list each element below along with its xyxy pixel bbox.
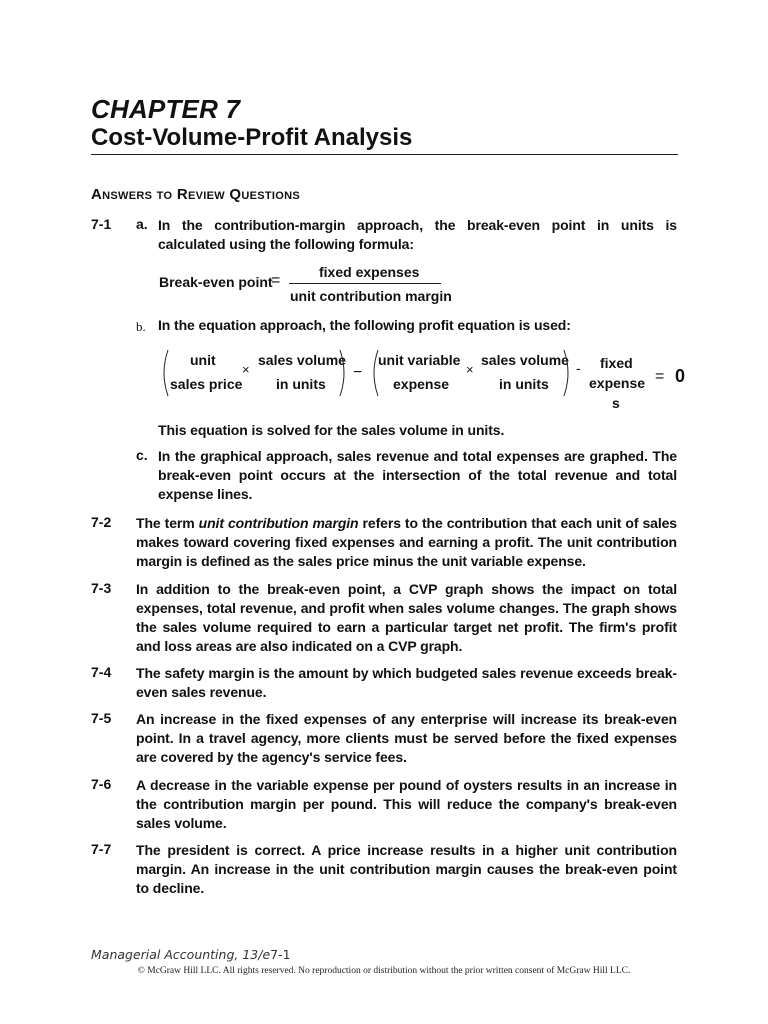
answer-7-5: An increase in the fixed expenses of any enterprise will increase its break-even point. In a travel agency, more clients must be served before the fixed expenses are covered by the agency's service fees. [136, 711, 677, 765]
equation-note: This equation is solved for the sales volume in units. [158, 422, 505, 438]
copyright-notice: © McGraw Hill LLC. All rights reserved. No reproduction or distribution without the prior written consent of McGraw Hill LLC. [137, 966, 631, 976]
answer-7-1-c: In the graphical approach, sales revenue and total expenses are graphed. The break-even point occurs at the intersection of the total revenue and total expense lines. [158, 448, 677, 502]
fraction-bar [289, 283, 441, 284]
eq-times-1: × [242, 362, 250, 377]
formula-denominator: unit contribution margin [290, 288, 452, 304]
chapter-label: CHAPTER 7 [91, 94, 241, 124]
eq-term4-top: sales volume [481, 352, 569, 368]
answer-7-1-a: In the contribution-margin approach, the break-even point in units is calculated using the following formula: [158, 217, 677, 252]
formula-lhs: Break-even point [159, 274, 273, 290]
footer-book-title [91, 947, 291, 962]
title-divider [91, 154, 678, 155]
eq-equals: = [655, 368, 665, 385]
answer-7-6: A decrease in the variable expense per pound of oysters results in an increase in the contribution margin per pound. This will reduce the company's break-even sales volume. [136, 777, 677, 831]
eq-dot-minus: - [576, 360, 581, 376]
eq-term1-bottom: sales price [170, 376, 243, 392]
item-letter-b: b. [136, 319, 146, 334]
footer-book: Managerial Accounting, 13/e [91, 947, 271, 962]
eq-fixed-line3: s [612, 395, 620, 411]
eq-term3-bottom: expense [393, 376, 450, 392]
eq-term2-bottom: in units [276, 376, 326, 392]
eq-times-2: × [466, 362, 474, 377]
question-number-7-3: 7-3 [91, 580, 112, 596]
eq-term3-top: unit variable [378, 352, 461, 368]
answer-7-4: The safety margin is the amount by which budgeted sales revenue exceeds break-even sales revenue. [136, 665, 677, 700]
question-number-7-5: 7-5 [91, 710, 112, 726]
question-number-7-7: 7-7 [91, 841, 112, 857]
question-number-7-1: 7-1 [91, 216, 112, 232]
answer-7-2-after: refers to the contribution that each unit of sales makes toward covering fixed expenses and earning a profit. The unit contribution margin is defined as the sales price minus the unit variable expense. [136, 515, 677, 569]
chapter-title: Cost-Volume-Profit Analysis [91, 124, 413, 151]
answer-7-1-b: In the equation approach, the following profit equation is used: [158, 317, 571, 333]
item-letter-a: a. [136, 216, 148, 232]
eq-term4-bottom: in units [499, 376, 549, 392]
eq-term2-top: sales volume [258, 352, 346, 368]
formula-numerator: fixed expenses [319, 264, 420, 280]
question-number-7-4: 7-4 [91, 664, 112, 680]
question-number-7-2: 7-2 [91, 514, 112, 530]
formula-equals: = [271, 272, 281, 289]
eq-fixed-line2: expense [589, 375, 646, 391]
right-paren-2 [562, 348, 574, 398]
left-paren-1 [158, 348, 170, 398]
item-letter-c: c. [136, 447, 148, 463]
question-number-7-6: 7-6 [91, 776, 112, 792]
answer-7-2 [136, 514, 677, 571]
eq-fixed-line1: fixed [600, 355, 633, 371]
section-heading: Answers to Review Questions [91, 186, 300, 203]
answer-7-3: In addition to the break-even point, a CVP graph shows the impact on total expenses, total revenue, and profit when sales volume changes. The graph shows the sales volume required to earn a particular target net profit. The firm's profit and loss areas are also indicated on a CVP graph. [136, 581, 677, 654]
footer-page-number: 7-1 [270, 947, 291, 962]
answer-7-2-before: The term [136, 515, 199, 531]
eq-minus: − [353, 364, 363, 381]
eq-term1-top: unit [190, 352, 216, 368]
eq-zero: 0 [675, 366, 686, 386]
answer-7-7: The president is correct. A price increase results in a higher unit contribution margin. An increase in the unit contribution margin causes the break-even point to decline. [136, 842, 677, 896]
answer-7-2-term: unit contribution margin [198, 515, 359, 531]
right-paren-1 [338, 348, 350, 398]
